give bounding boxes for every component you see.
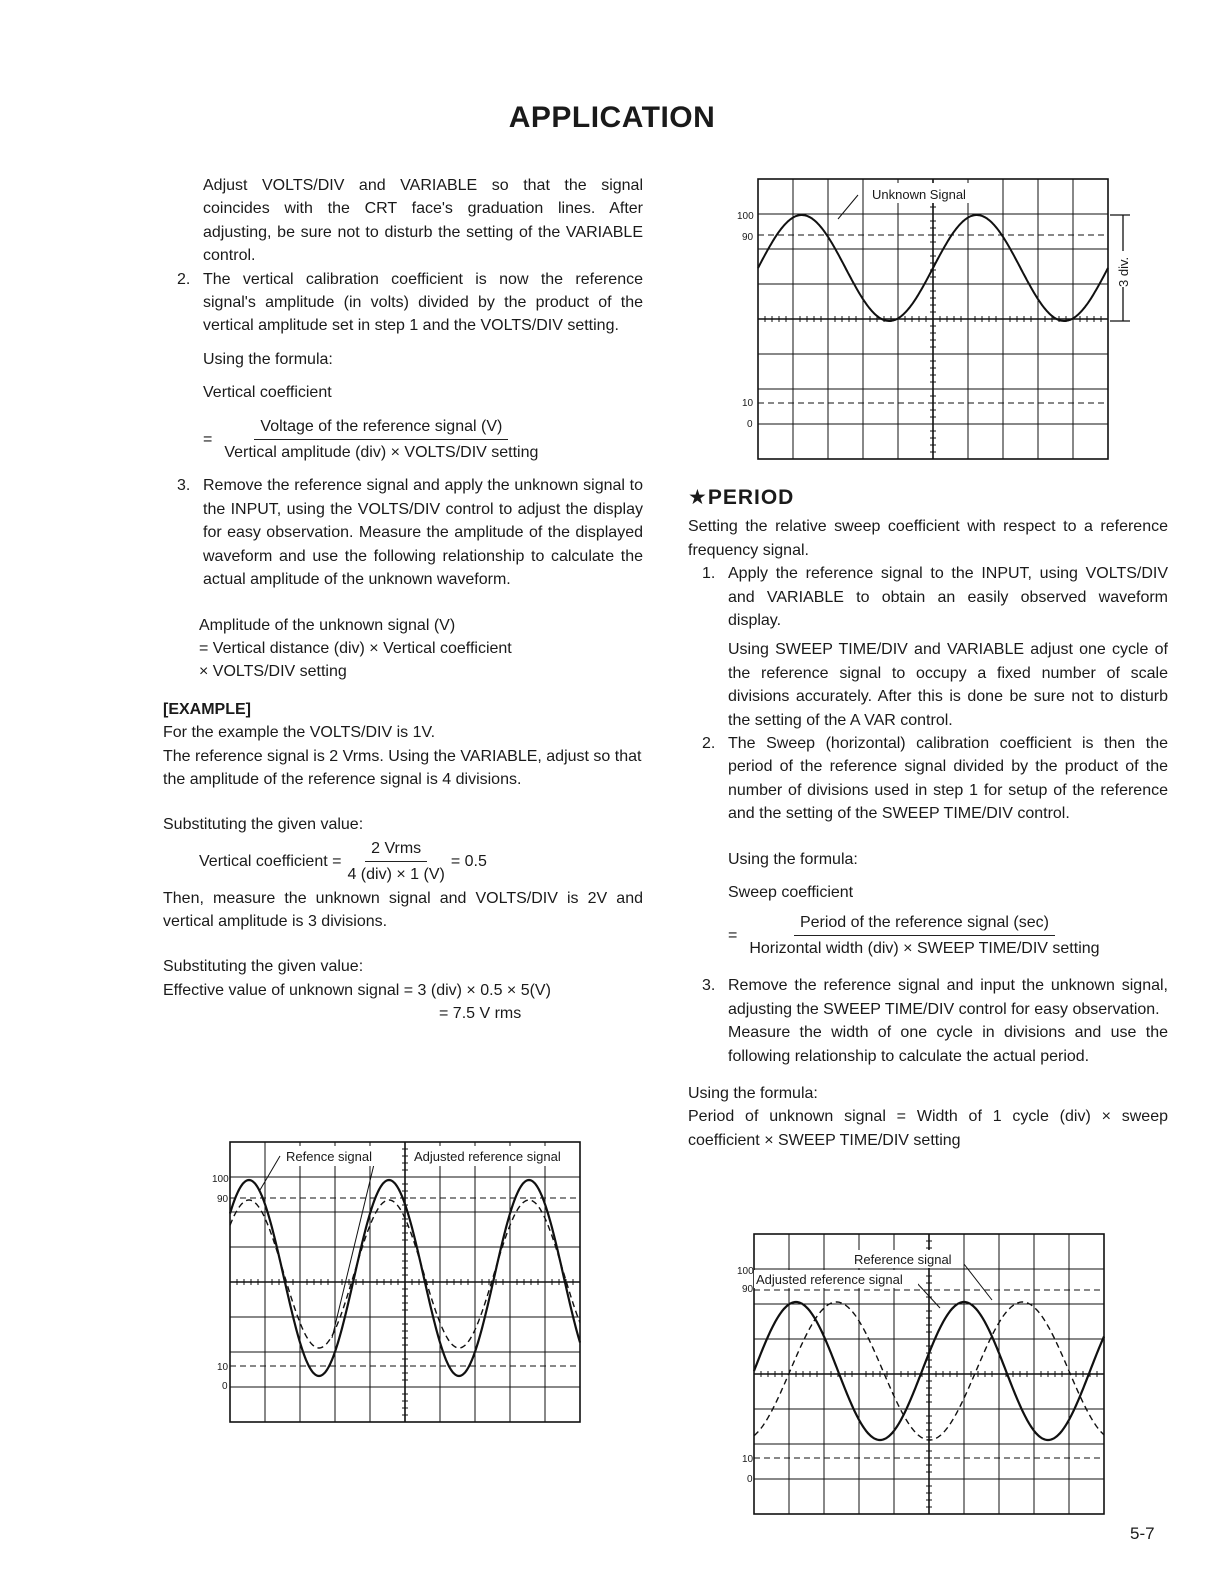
tick-0: 0 <box>747 419 753 430</box>
period-heading <box>688 486 1168 509</box>
tick-10: 10 <box>217 1362 229 1373</box>
vc-calculation <box>163 837 643 887</box>
effective-line2: = 7.5 V rms <box>439 1005 522 1023</box>
period-step3-number: 3. <box>702 977 716 995</box>
figure-period <box>730 1230 1130 1520</box>
then-line: Then, measure the unknown signal and VOLTS/DIV is 2V and vertical amplitude is 3 divisions. <box>163 889 643 930</box>
substituting-2: Substituting the given value: <box>163 958 364 976</box>
unknown-signal-label: Unknown Signal <box>872 187 966 202</box>
amplitude-line1: Amplitude of the unknown signal (V) <box>199 616 456 634</box>
right-column <box>688 486 1168 1152</box>
vertical-coefficient-label: Vertical coefficient <box>203 384 332 402</box>
left-column <box>163 174 643 1026</box>
period-heading-text: PERIOD <box>707 486 795 509</box>
sweep-fraction <box>743 911 1105 961</box>
effective-line1: Effective value of unknown signal = 3 (div) × 0.5 × 5(V) <box>163 981 551 999</box>
step2 <box>163 268 643 338</box>
adjusted-reference-label: Adjusted reference signal <box>756 1272 903 1287</box>
sweep-coefficient-formula <box>688 911 1168 961</box>
equals-sign: = <box>728 926 738 944</box>
period-step2 <box>688 732 1168 826</box>
reference-signal-label: Refence signal <box>286 1149 372 1164</box>
sweep-numerator: Period of the reference signal (sec) <box>794 911 1055 936</box>
period-step3 <box>688 974 1168 1021</box>
tick-10: 10 <box>742 1454 754 1465</box>
tick-100: 100 <box>737 211 754 222</box>
tick-100: 100 <box>212 1174 229 1185</box>
step3-number: 3. <box>177 477 191 495</box>
vc-numerator: 2 Vrms <box>365 837 427 862</box>
vertical-coefficient-formula <box>163 415 643 465</box>
vc-fraction <box>341 837 450 887</box>
label-leader-ref <box>260 1156 280 1190</box>
period-step1b: Using SWEEP TIME/DIV and VARIABLE adjust one cycle of the reference signal to occupy a fixed number of scale divisions accurately. After this is done be sure not to disturb the setting of the A VAR control. <box>728 641 1168 729</box>
step3 <box>163 474 643 591</box>
label-leader <box>838 195 858 219</box>
period-step1-number: 1. <box>702 565 716 583</box>
vc-result: = 0.5 <box>450 852 487 870</box>
period-step1 <box>688 562 1168 632</box>
scope-grid <box>230 1142 580 1422</box>
amplitude-line3: × VOLTS/DIV setting <box>199 663 347 681</box>
period-using-formula-2: Using the formula: <box>688 1084 818 1102</box>
figure-reference-adjust <box>200 1138 600 1428</box>
three-div-label: 3 div. <box>1116 256 1131 287</box>
figure-unknown-signal <box>730 175 1130 465</box>
reference-signal-label: Reference signal <box>854 1252 952 1267</box>
example-line1: For the example the VOLTS/DIV is 1V. <box>163 724 436 742</box>
period-step1-text: Apply the reference signal to the INPUT, using VOLTS/DIV and VARIABLE to obtain an easily observed waveform display. <box>728 565 1168 630</box>
tick-90: 90 <box>742 232 754 243</box>
sweep-coefficient-label: Sweep coefficient <box>728 884 854 902</box>
example-label: [EXAMPLE] <box>163 700 251 718</box>
page-title: APPLICATION <box>508 101 716 134</box>
period-using-formula: Using the formula: <box>728 850 858 868</box>
equals-sign: = <box>203 430 213 448</box>
example-line2: The reference signal is 2 Vrms. Using the VARIABLE, adjust so that the amplitude of the reference signal is 4 divisions. <box>163 747 642 788</box>
step2-text: The vertical calibration coefficient is now the reference signal's amplitude (in volts) divided by the product of the vertical amplitude set in step 1 and the VOLTS/DIV setting. <box>203 270 643 335</box>
tick-10: 10 <box>742 398 754 409</box>
period-intro: Setting the relative sweep coefficient with respect to a reference frequency signal. <box>688 518 1168 559</box>
step1-continuation: Adjust VOLTS/DIV and VARIABLE so that the signal coincides with the CRT face's graduation lines. After adjusting, be sure not to disturb the setting of the VARIABLE control. <box>203 177 643 265</box>
tick-100: 100 <box>737 1266 754 1277</box>
substituting-1: Substituting the given value: <box>163 816 364 834</box>
using-formula: Using the formula: <box>203 350 333 368</box>
sweep-denominator: Horizontal width (div) × SWEEP TIME/DIV setting <box>749 939 1100 957</box>
period-step3b: Measure the width of one cycle in divisions and use the following relationship to calculate the actual period. <box>728 1024 1168 1065</box>
tick-0: 0 <box>222 1381 228 1392</box>
period-step2-number: 2. <box>702 735 716 753</box>
vc-label: Vertical coefficient = <box>199 852 342 870</box>
vc-denominator: 4 (div) × 1 (V) <box>347 866 445 884</box>
adjusted-reference-label: Adjusted reference signal <box>414 1149 561 1164</box>
period-step3-text: Remove the reference signal and input the unknown signal, adjusting the SWEEP TIME/DIV control for easy observation. <box>728 977 1168 1018</box>
tick-0: 0 <box>747 1474 753 1485</box>
formula-denominator: Vertical amplitude (div) × VOLTS/DIV setting <box>224 444 539 462</box>
period-step2-text: The Sweep (horizontal) calibration coefficient is then the period of the reference signal divided by the product of the number of divisions used in step 1 for setup of the reference and the setting of the SWEEP TIME/DIV control. <box>728 735 1168 823</box>
tick-90: 90 <box>742 1284 754 1295</box>
formula-numerator: Voltage of the reference signal (V) <box>254 415 508 440</box>
page-number: 5-7 <box>1130 1524 1155 1543</box>
period-formula: Period of unknown signal = Width of 1 cycle (div) × sweep coefficient × SWEEP TIME/DIV setting <box>688 1108 1168 1149</box>
step2-number: 2. <box>177 270 191 288</box>
star-icon: ★ <box>688 486 708 509</box>
step3-text: Remove the reference signal and apply the unknown signal to the INPUT, using the VOLTS/DIV control to adjust the display for easy observation. Measure the amplitude of the displayed waveform and use the following relationship to calculate the actual amplitude of the unknown waveform. <box>203 477 643 589</box>
formula-fraction <box>218 415 544 465</box>
tick-90: 90 <box>217 1194 229 1205</box>
amplitude-line2: = Vertical distance (div) × Vertical coefficient <box>199 639 512 657</box>
